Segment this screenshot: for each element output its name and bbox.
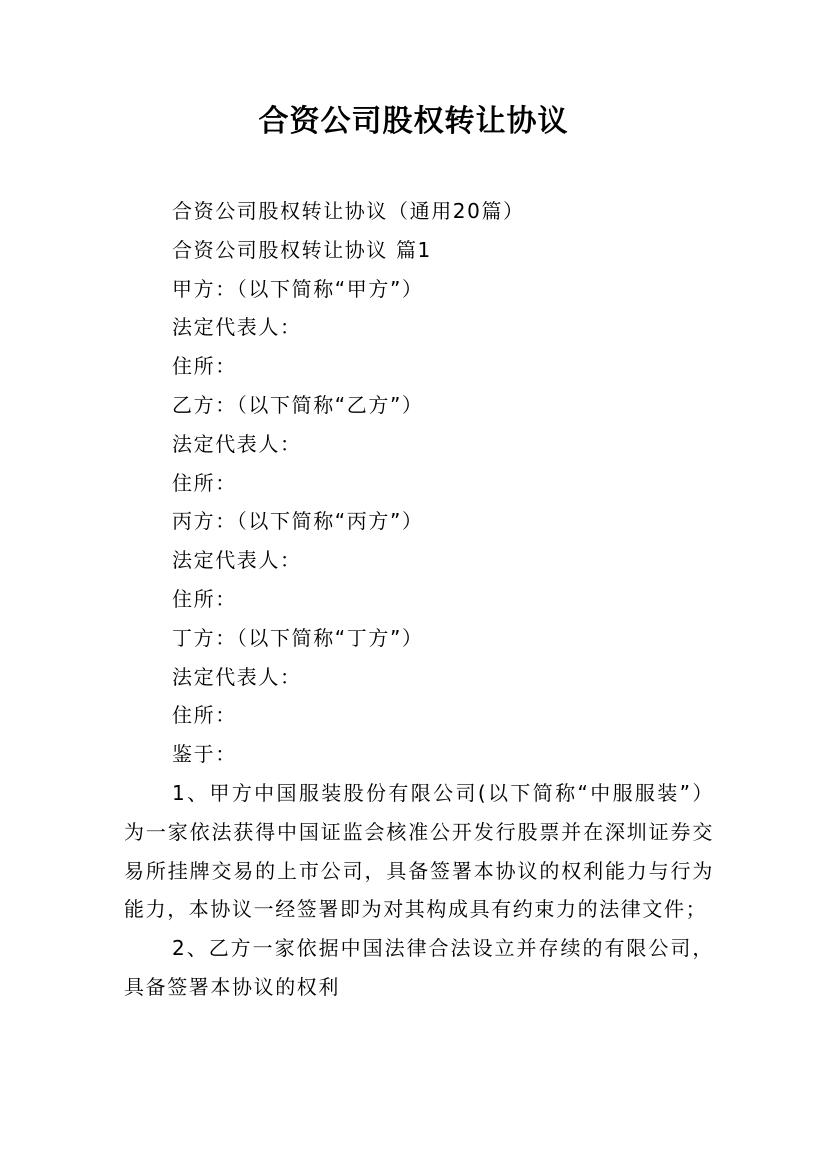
clause-paragraph-1: 1、甲方中国服装股份有限公司(以下简称“中服服装”）为一家依法获得中国证监会核准公开发行股票并在深圳证券交易所挂牌交易的上市公司，具备签署本协议的权利能力与行为能力，本协议一经签署即为对其构成具有约束力的法律文件； (124, 780, 714, 922)
party-a-address: 住所： (172, 354, 237, 379)
party-d-line: 丁方：（以下简称“丁方”） (172, 625, 424, 650)
party-b-address: 住所： (172, 470, 237, 495)
document-body (124, 192, 714, 1007)
whereas-heading: 鉴于： (172, 742, 237, 767)
party-d-address: 住所： (172, 703, 237, 728)
party-c-representative: 法定代表人： (172, 548, 302, 573)
party-a-line: 甲方：（以下简称“甲方”） (172, 276, 424, 301)
party-c-line: 丙方：（以下简称“丙方”） (172, 509, 424, 534)
party-b-line: 乙方：（以下简称“乙方”） (172, 392, 424, 417)
party-b-representative: 法定代表人： (172, 431, 302, 456)
clause-paragraph-2: 2、乙方一家依据中国法律合法设立并存续的有限公司，具备签署本协议的权利 (124, 936, 714, 999)
party-a-representative: 法定代表人： (172, 315, 302, 340)
subtitle-line: 合资公司股权转让协议（通用20篇） (172, 199, 525, 223)
section-heading: 合资公司股权转让协议 篇1 (172, 237, 432, 262)
party-c-address: 住所： (172, 586, 237, 611)
party-d-representative: 法定代表人： (172, 664, 302, 689)
document-title: 合资公司股权转让协议 (258, 104, 569, 139)
